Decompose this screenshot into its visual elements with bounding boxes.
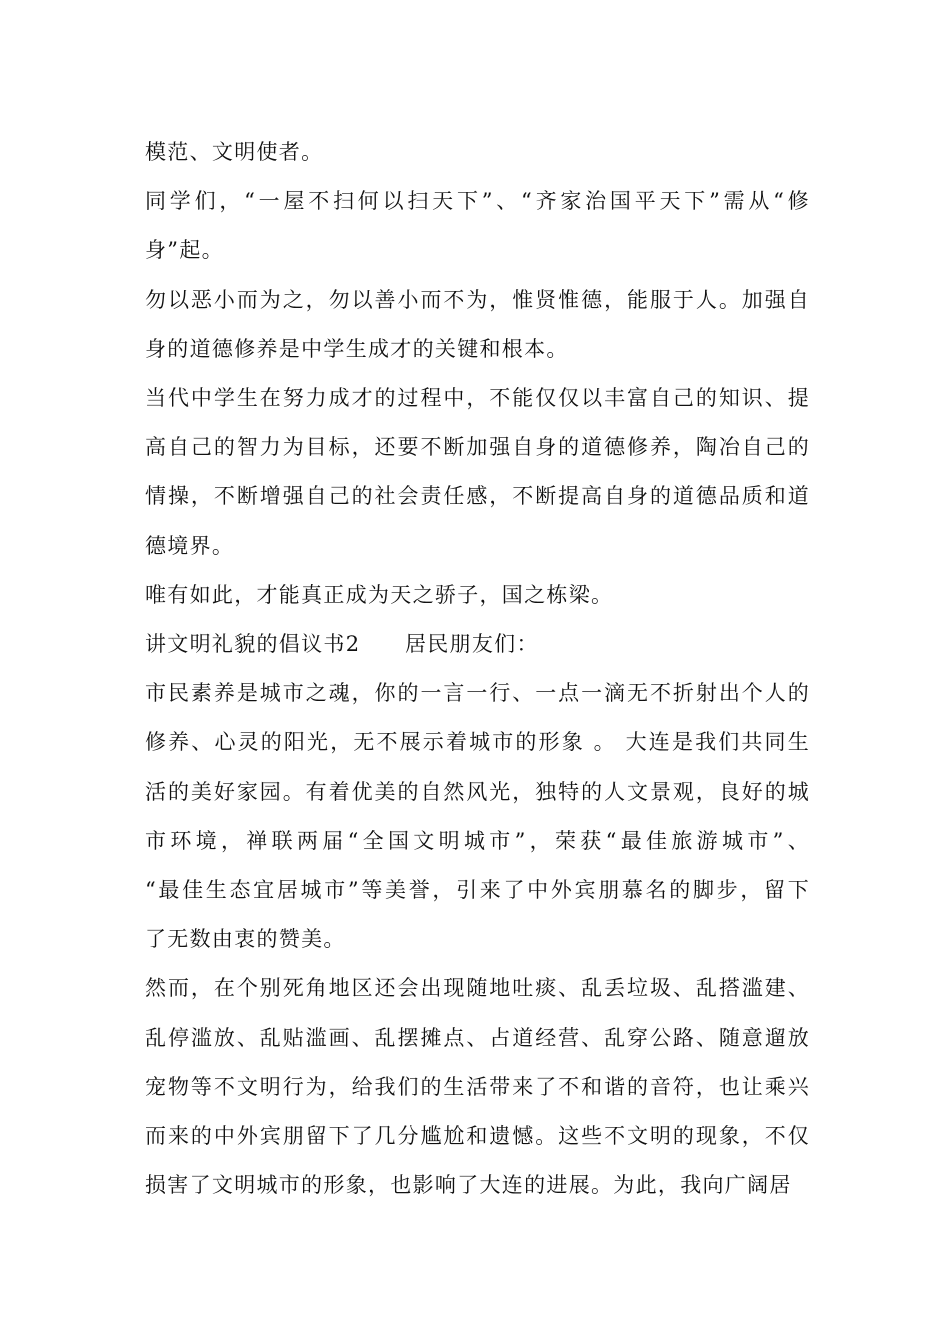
text-line: 当代中学生在努力成才的过程中，不能仅仅以丰富自己的知识、提 [145,386,810,411]
text-line: 而来的中外宾朋留下了几分尴尬和遗憾。这些不文明的现象，不仅 [145,1124,810,1149]
text-line: 了无数由衷的赞美。 [145,927,346,952]
text-line: 活的美好家园。有着优美的自然风光，独特的人文景观，良好的城 [145,779,810,804]
text-line: 损害了文明城市的形象，也影响了大连的进展。为此，我向广阔居 [145,1173,792,1198]
text-line: 勿以恶小而为之，勿以善小而不为，惟贤惟德，能服于人。加强自 [145,287,810,312]
paragraph [145,374,810,571]
text-line: 同学们，“一屋不扫何以扫天下”、“齐家治国平天下”需从“修 [145,189,810,214]
paragraph [145,276,810,374]
text-line: 德境界。 [145,533,235,558]
document-body [145,128,810,1210]
text-line: 市环境，禅联两届“全国文明城市”，荣获“最佳旅游城市”、 [145,828,810,853]
paragraph [145,620,810,669]
text-line: 情操，不断增强自己的社会责任感，不断提高自身的道德品质和道 [145,484,810,509]
text-line: 宠物等不文明行为，给我们的生活带来了不和谐的音符，也让乘兴 [145,1074,810,1099]
text-line: 修养、心灵的阳光，无不展示着城市的形象 。 大连是我们共同生 [145,730,810,755]
text-line: 唯有如此，才能真正成为天之骄子，国之栋梁。 [145,582,614,607]
text-line: 讲文明礼貌的倡议书2 居民朋友们： [145,632,539,657]
text-line: 市民素养是城市之魂，你的一言一行、一点一滴无不折射出个人的 [145,681,810,706]
text-line: 模范、文明使者。 [145,140,324,164]
text-line: 身”起。 [145,238,224,263]
text-line: 身的道德修养是中学生成才的关键和根本。 [145,336,569,361]
paragraph [145,964,810,1210]
text-line: 高自己的智力为目标，还要不断加强自身的道德修养，陶冶自己的 [145,435,810,460]
text-line: 乱停滥放、乱贴滥画、乱摆摊点、占道经营、乱穿公路、随意遛放 [145,1025,810,1050]
paragraph [145,128,810,177]
text-line: 然而，在个别死角地区还会出现随地吐痰、乱丢垃圾、乱搭滥建、 [145,976,810,1001]
paragraph [145,571,810,620]
text-line: “最佳生态宜居城市”等美誉，引来了中外宾朋慕名的脚步，留下 [145,878,810,903]
paragraph [145,669,810,964]
paragraph [145,177,810,275]
